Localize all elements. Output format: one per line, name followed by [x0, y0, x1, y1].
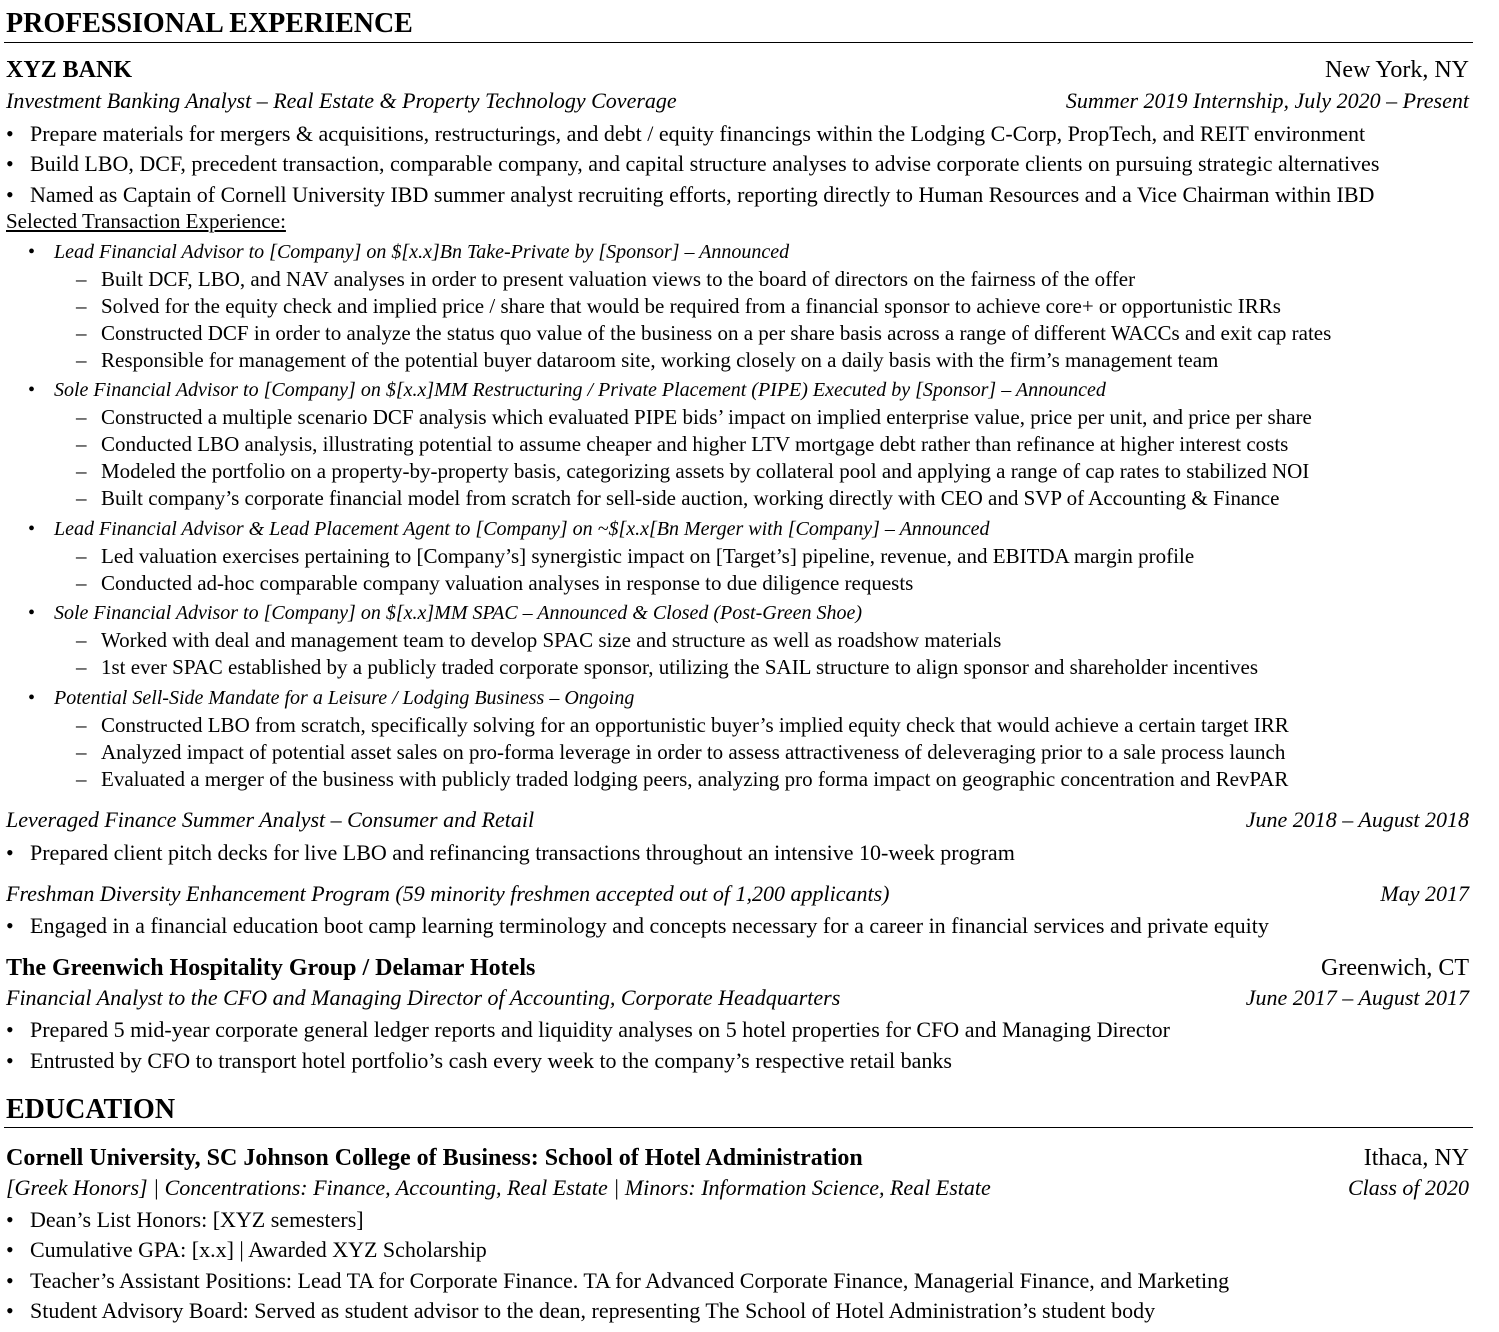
- deal-item-text: Responsible for management of the potential buyer dataroom site, working closely on a daily basis with the firm’s management team: [101, 348, 1219, 372]
- dash-marker: –: [76, 432, 87, 456]
- bullet-marker: •: [28, 602, 36, 624]
- bullet-marker: •: [6, 1298, 14, 1323]
- bullet-text: Prepared 5 mid-year corporate general ledger reports and liquidity analyses on 5 hotel properties for CFO and Managing Director: [30, 1017, 1170, 1042]
- dash-marker: –: [76, 740, 87, 764]
- job-title: Freshman Diversity Enhancement Program (59 minority freshmen accepted out of 1,200 applicants): [6, 881, 890, 906]
- deal-title: [28, 519, 990, 539]
- deal-title-text: Potential Sell-Side Mandate for a Leisure / Lodging Business – Ongoing: [54, 687, 635, 709]
- deal-item: [76, 488, 1279, 509]
- deal-item: [76, 461, 1309, 482]
- bullet-marker: •: [28, 241, 36, 263]
- deal-title: [28, 380, 1106, 400]
- company-location: Greenwich, CT: [1321, 955, 1469, 981]
- section-divider: [4, 42, 1473, 43]
- dash-marker: –: [76, 321, 87, 345]
- school-name: Cornell University, SC Johnson College of Business: School of Hotel Administration: [6, 1145, 863, 1171]
- dash-marker: –: [76, 348, 87, 372]
- bullet-marker: •: [28, 687, 36, 709]
- bullet-marker: •: [6, 913, 14, 938]
- list-item: [6, 1239, 487, 1261]
- job-title: Investment Banking Analyst – Real Estate & Property Technology Coverage: [6, 88, 677, 113]
- bullet-text: Student Advisory Board: Served as student advisor to the dean, representing The School of Hotel Administration’s student body: [30, 1298, 1156, 1323]
- bullet-text: Entrusted by CFO to transport hotel portfolio’s cash every week to the company’s respective retail banks: [30, 1048, 952, 1073]
- bullet-marker: •: [6, 182, 14, 207]
- deal-item-text: Solved for the equity check and implied price / share that would be required from a financial sponsor to achieve core+ or opportunistic IRRs: [101, 294, 1281, 318]
- deal-title-text: Lead Financial Advisor & Lead Placement Agent to [Company] on ~$[x.x[Bn Merger with [Company] – Announced: [54, 518, 990, 540]
- deal-item: [76, 269, 1135, 290]
- company-location: New York, NY: [1324, 57, 1469, 83]
- bullet-marker: •: [28, 518, 36, 540]
- deal-item-text: Conducted LBO analysis, illustrating potential to assume cheaper and higher LTV mortgage debt rather than refinance at higher interest costs: [101, 432, 1289, 456]
- deal-item: [76, 546, 1194, 567]
- deal-item-text: Constructed DCF in order to analyze the status quo value of the business on a per share basis across a range of different WACCs and exit cap rates: [101, 321, 1332, 345]
- graduation-class: Class of 2020: [1347, 1175, 1469, 1200]
- bullet-marker: •: [6, 840, 14, 865]
- selected-transactions-heading: Selected Transaction Experience:: [6, 209, 286, 233]
- dash-marker: –: [76, 571, 87, 595]
- list-item: [6, 1270, 1229, 1292]
- company-name: The Greenwich Hospitality Group / Delamar Hotels: [6, 955, 536, 981]
- dash-marker: –: [76, 544, 87, 568]
- deal-item-text: Constructed LBO from scratch, specifically solving for an opportunistic buyer’s implied equity check that would achieve a certain target IRR: [101, 713, 1289, 737]
- deal-item-text: Led valuation exercises pertaining to [Company’s] synergistic impact on [Target’s] pipeline, revenue, and EBITDA margin profile: [101, 544, 1195, 568]
- list-item: [6, 123, 1365, 145]
- deal-item-text: 1st ever SPAC established by a publicly traded corporate sponsor, utilizing the SAIL structure to align sponsor and shareholder incentives: [101, 655, 1259, 679]
- bullet-text: Named as Captain of Cornell University IBD summer analyst recruiting efforts, reporting directly to Human Resources and a Vice Chairman within IBD: [30, 182, 1375, 207]
- deal-item: [76, 296, 1281, 317]
- bullet-marker: •: [6, 1207, 14, 1232]
- list-item: [6, 1209, 364, 1231]
- list-item: [6, 1019, 1170, 1041]
- school-location: Ithaca, NY: [1363, 1145, 1469, 1171]
- dash-marker: –: [76, 713, 87, 737]
- section-heading-experience: PROFESSIONAL EXPERIENCE: [6, 8, 413, 39]
- job-title: Financial Analyst to the CFO and Managing Director of Accounting, Corporate Headquarters: [6, 985, 841, 1010]
- bullet-text: Dean’s List Honors: [XYZ semesters]: [30, 1207, 364, 1232]
- deal-item: [76, 742, 1285, 763]
- dash-marker: –: [76, 459, 87, 483]
- dash-marker: –: [76, 486, 87, 510]
- deal-title: [28, 242, 789, 262]
- job-dates: June 2018 – August 2018: [1245, 807, 1469, 832]
- deal-item: [76, 769, 1288, 790]
- education-details: [Greek Honors] | Concentrations: Finance, Accounting, Real Estate | Minors: Information Science, Real Estate: [6, 1175, 991, 1200]
- bullet-marker: •: [6, 1048, 14, 1073]
- deal-title: [28, 603, 862, 623]
- deal-title-text: Lead Financial Advisor to [Company] on $[x.x]Bn Take-Private by [Sponsor] – Announced: [54, 241, 790, 263]
- bullet-text: Cumulative GPA: [x.x] | Awarded XYZ Scholarship: [30, 1237, 487, 1262]
- job-dates: Summer 2019 Internship, July 2020 – Present: [1065, 88, 1469, 113]
- deal-item: [76, 573, 913, 594]
- bullet-marker: •: [6, 1017, 14, 1042]
- bullet-text: Prepare materials for mergers & acquisitions, restructurings, and debt / equity financings within the Lodging C-Corp, PropTech, and REIT environment: [30, 121, 1366, 146]
- deal-item-text: Built DCF, LBO, and NAV analyses in order to present valuation views to the board of directors on the fairness of the offer: [101, 267, 1136, 291]
- deal-item: [76, 630, 1001, 651]
- section-heading-education: EDUCATION: [6, 1094, 176, 1125]
- bullet-text: Teacher’s Assistant Positions: Lead TA for Corporate Finance. TA for Advanced Corporate Finance, Managerial Finance, and Marketing: [30, 1268, 1230, 1293]
- dash-marker: –: [76, 405, 87, 429]
- dash-marker: –: [76, 294, 87, 318]
- bullet-marker: •: [28, 379, 36, 401]
- deal-item: [76, 657, 1258, 678]
- deal-item-text: Modeled the portfolio on a property-by-property basis, categorizing assets by collateral pool and applying a range of cap rates to stabilized NOI: [101, 459, 1310, 483]
- section-divider: [4, 1127, 1473, 1128]
- list-item: [6, 153, 1379, 175]
- dash-marker: –: [76, 628, 87, 652]
- list-item: [6, 184, 1374, 206]
- bullet-text: Prepared client pitch decks for live LBO and refinancing transactions throughout an intensive 10-week program: [30, 840, 1015, 865]
- job-dates: June 2017 – August 2017: [1245, 985, 1469, 1010]
- deal-title: [28, 688, 634, 708]
- bullet-marker: •: [6, 1237, 14, 1262]
- deal-title-text: Sole Financial Advisor to [Company] on $[x.x]MM Restructuring / Private Placement (PIPE) Executed by [Sponsor] – Announced: [54, 379, 1106, 401]
- bullet-marker: •: [6, 151, 14, 176]
- dash-marker: –: [76, 655, 87, 679]
- bullet-text: Build LBO, DCF, precedent transaction, comparable company, and capital structure analyses to advise corporate clients on pursuing strategic alternatives: [30, 151, 1380, 176]
- bullet-marker: •: [6, 1268, 14, 1293]
- deal-item: [76, 715, 1289, 736]
- deal-item-text: Evaluated a merger of the business with publicly traded lodging peers, analyzing pro forma impact on geographic concentration and RevPAR: [101, 767, 1289, 791]
- deal-item-text: Analyzed impact of potential asset sales on pro-forma leverage in order to assess attractiveness of deleveraging prior to a sale process launch: [101, 740, 1286, 764]
- job-title: Leveraged Finance Summer Analyst – Consumer and Retail: [6, 807, 535, 832]
- list-item: [6, 842, 1015, 864]
- deal-item-text: Worked with deal and management team to develop SPAC size and structure as well as roadshow materials: [101, 628, 1002, 652]
- deal-item-text: Conducted ad-hoc comparable company valuation analyses in response to due diligence requests: [101, 571, 914, 595]
- job-dates: May 2017: [1380, 881, 1469, 906]
- company-name: XYZ BANK: [6, 57, 133, 83]
- list-item: [6, 1300, 1155, 1322]
- deal-item-text: Constructed a multiple scenario DCF analysis which evaluated PIPE bids’ impact on implied enterprise value, price per unit, and price per share: [101, 405, 1312, 429]
- dash-marker: –: [76, 767, 87, 791]
- deal-title-text: Sole Financial Advisor to [Company] on $[x.x]MM SPAC – Announced & Closed (Post-Green Shoe): [54, 602, 863, 624]
- deal-item: [76, 350, 1218, 371]
- deal-item: [76, 407, 1312, 428]
- bullet-marker: •: [6, 121, 14, 146]
- dash-marker: –: [76, 267, 87, 291]
- deal-item-text: Built company’s corporate financial model from scratch for sell-side auction, working directly with CEO and SVP of Accounting & Finance: [101, 486, 1280, 510]
- list-item: [6, 915, 1269, 937]
- deal-item: [76, 434, 1288, 455]
- list-item: [6, 1050, 952, 1072]
- bullet-text: Engaged in a financial education boot camp learning terminology and concepts necessary for a career in financial services and private equity: [30, 913, 1269, 938]
- deal-item: [76, 323, 1331, 344]
